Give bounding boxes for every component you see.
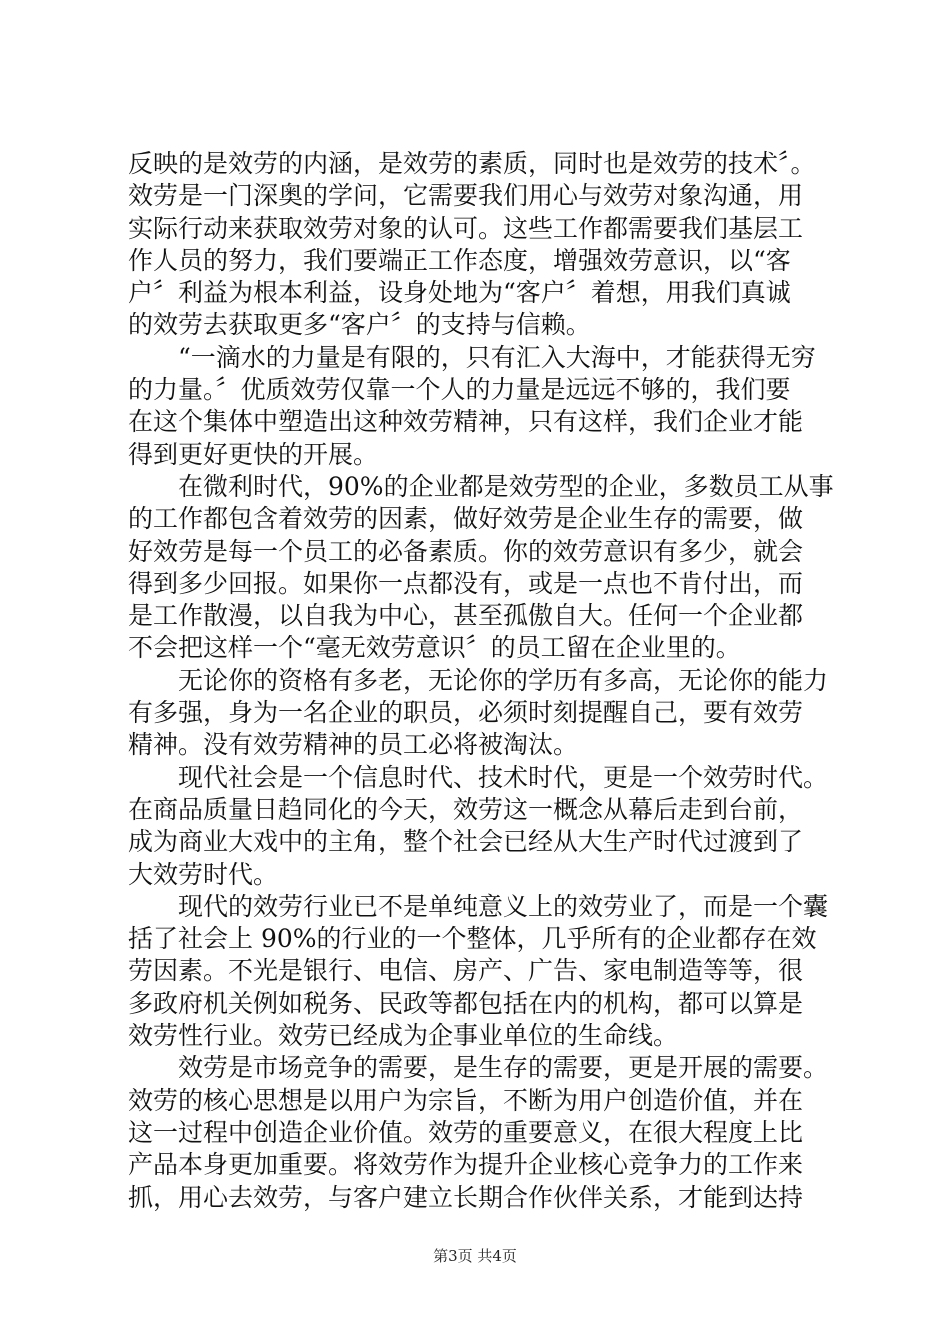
text-line: 产品本身更加重要。将效劳作为提升企业核心竞争力的工作来 bbox=[128, 1150, 804, 1180]
text-line: 精神。没有效劳精神的员工必将被淘汰。 bbox=[128, 730, 579, 760]
text-line: 得到多少回报。如果你一点都没有，或是一点也不肯付出，而 bbox=[128, 568, 804, 598]
page-number-label: 第3页 共4页 bbox=[433, 1247, 517, 1265]
text-line: 是工作散漫，以自我为中心，甚至孤傲自大。任何一个企业都 bbox=[128, 601, 804, 631]
text-line: 无论你的资格有多老，无论你的学历有多高，无论你的能力 bbox=[128, 665, 829, 695]
text-line: 好效劳是每一个员工的必备素质。你的效劳意识有多少，就会 bbox=[128, 536, 804, 566]
text-line: 在商品质量日趋同化的今天，效劳这一概念从幕后走到台前， bbox=[128, 794, 804, 824]
page-footer bbox=[0, 1246, 950, 1266]
text-line: 成为商业大戏中的主角，整个社会已经从大生产时代过渡到了 bbox=[128, 827, 804, 857]
text-line: 在这个集体中塑造出这种效劳精神，只有这样，我们企业才能 bbox=[128, 407, 804, 437]
text-line: 反映的是效劳的内涵，是效劳的素质，同时也是效劳的技术〞。 bbox=[128, 149, 816, 178]
text-line: 不会把这样一个“毫无效劳意识〞的员工留在企业里的。 bbox=[128, 633, 741, 663]
text-line: 大效劳时代。 bbox=[128, 859, 279, 889]
text-line: 效劳是一门深奥的学问，它需要我们用心与效劳对象沟通，用 bbox=[128, 181, 804, 211]
text-line: 实际行动来获取效劳对象的认可。这些工作都需要我们基层工 bbox=[128, 213, 804, 243]
text-line: 多政府机关例如税务、民政等都包括在内的机构，都可以算是 bbox=[128, 988, 804, 1018]
body-text bbox=[128, 148, 833, 1214]
text-line: 的力量。〞优质效劳仅靠一个人的力量是远远不够的，我们要 bbox=[128, 375, 791, 405]
text-line: “一滴水的力量是有限的，只有汇入大海中，才能获得无穷 bbox=[128, 342, 816, 372]
text-line: 有多强，身为一名企业的职员，必须时刻提醒自己，要有效劳 bbox=[128, 698, 804, 728]
text-line: 得到更好更快的开展。 bbox=[128, 439, 379, 469]
text-line: 这一过程中创造企业价值。效劳的重要意义，在很大程度上比 bbox=[128, 1117, 804, 1147]
text-line: 效劳的核心思想是以用户为宗旨，不断为用户创造价值，并在 bbox=[128, 1085, 804, 1115]
text-line: 的效劳去获取更多“客户〞的支持与信赖。 bbox=[128, 310, 591, 340]
text-line: 效劳是市场竞争的需要，是生存的需要，更是开展的需要。 bbox=[128, 1053, 829, 1083]
text-line: 现代社会是一个信息时代、技术时代，更是一个效劳时代。 bbox=[128, 762, 829, 792]
text-line: 作人员的努力，我们要端正工作态度，增强效劳意识，以“客 bbox=[128, 245, 791, 275]
text-line: 抓，用心去效劳，与客户建立长期合作伙伴关系，才能到达持 bbox=[128, 1182, 804, 1212]
text-line: 户〞利益为根本利益，设身处地为“客户〞着想，用我们真诚 bbox=[128, 278, 791, 308]
text-line: 现代的效劳行业已不是单纯意义上的效劳业了，而是一个囊 bbox=[128, 891, 829, 921]
text-line: 在微利时代，90%的企业都是效劳型的企业，多数员工从事 bbox=[128, 471, 834, 501]
text-line: 效劳性行业。效劳已经成为企事业单位的生命线。 bbox=[128, 1021, 679, 1051]
text-line: 括了社会上 90%的行业的一个整体，几乎所有的企业都存在效 bbox=[128, 924, 817, 954]
text-line: 的工作都包含着效劳的因素，做好效劳是企业生存的需要，做 bbox=[128, 504, 804, 534]
text-line: 劳因素。不光是银行、电信、房产、广告、家电制造等等，很 bbox=[128, 956, 804, 986]
